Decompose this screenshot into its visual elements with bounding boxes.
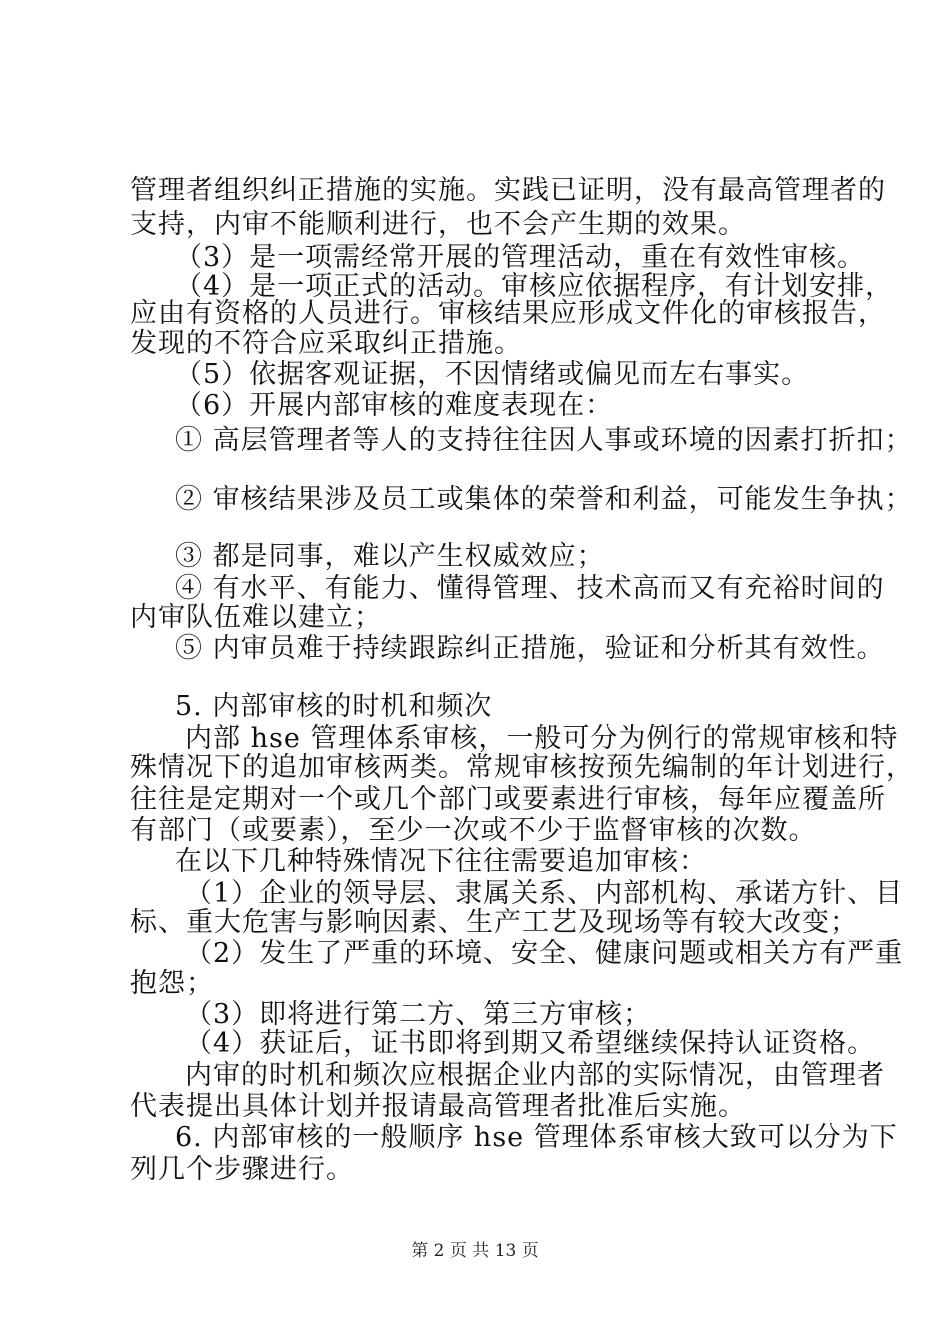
text-line: （3）是一项需经常开展的管理活动，重在有效性审核。 bbox=[175, 242, 866, 273]
text-line: 发现的不符合应采取纠正措施。 bbox=[130, 328, 522, 359]
text-line: （6）开展内部审核的难度表现在： bbox=[175, 390, 614, 421]
text-line: 标、重大危害与影响因素、生产工艺及现场等有较大改变； bbox=[130, 907, 858, 938]
text-line: 往往是定期对一个或几个部门或要素进行审核，每年应覆盖所 bbox=[130, 784, 886, 815]
text-line: 有部门（或要素），至少一次或不少于监督审核的次数。 bbox=[130, 815, 817, 846]
text-line: 抱怨； bbox=[130, 968, 214, 999]
list-item: ① 高层管理者等人的支持往往因人事或环境的因素打折扣； bbox=[175, 425, 913, 456]
text-line: 管理者组织纠正措施的实施。实践已证明，没有最高管理者的 bbox=[130, 175, 886, 206]
text-line: 内审的时机和频次应根据企业内部的实际情况，由管理者 bbox=[185, 1060, 885, 1091]
text-line: （1）企业的领导层、隶属关系、内部机构、承诺方针、目 bbox=[185, 878, 904, 909]
text-line: （5）依据客观证据，不因情绪或偏见而左右事实。 bbox=[175, 359, 810, 390]
text-line: 代表提出具体计划并报请最高管理者批准后实施。 bbox=[130, 1091, 746, 1122]
text-line: （2）发生了严重的环境、安全、健康问题或相关方有严重 bbox=[185, 938, 904, 969]
text-line: 在以下几种特殊情况下往往需要追加审核： bbox=[175, 846, 707, 877]
list-item: ⑤ 内审员难于持续跟踪纠正措施，验证和分析其有效性。 bbox=[175, 633, 885, 664]
text-line: 应由有资格的人员进行。审核结果应形成文件化的审核报告， bbox=[130, 298, 886, 329]
section-heading: 6. 内部审核的一般顺序 hse 管理体系审核大致可以分为下 bbox=[175, 1122, 898, 1153]
text-line: （4）获证后，证书即将到期又希望继续保持认证资格。 bbox=[185, 1028, 876, 1059]
text-line: 内部 hse 管理体系审核，一般可分为例行的常规审核和特 bbox=[185, 723, 899, 754]
list-item: ④ 有水平、有能力、懂得管理、技术高而又有充裕时间的 bbox=[175, 573, 885, 604]
list-item: 内审队伍难以建立； bbox=[130, 602, 382, 633]
text-line: 殊情况下的追加审核两类。常规审核按预先编制的年计划进行， bbox=[130, 752, 914, 783]
list-item: ③ 都是同事，难以产生权威效应； bbox=[175, 541, 605, 572]
text-line: 支持，内审不能顺利进行，也不会产生期的效果。 bbox=[130, 209, 746, 240]
text-line: （3）即将进行第二方、第三方审核； bbox=[185, 999, 652, 1030]
page-number-footer: 第 2 页 共 13 页 bbox=[411, 1241, 539, 1261]
text-line: 列几个步骤进行。 bbox=[130, 1154, 354, 1185]
text-line: （4）是一项正式的活动。审核应依据程序，有计划安排， bbox=[175, 271, 894, 302]
section-heading: 5. 内部审核的时机和频次 bbox=[175, 691, 493, 722]
list-item: ② 审核结果涉及员工或集体的荣誉和利益，可能发生争执； bbox=[175, 484, 913, 515]
